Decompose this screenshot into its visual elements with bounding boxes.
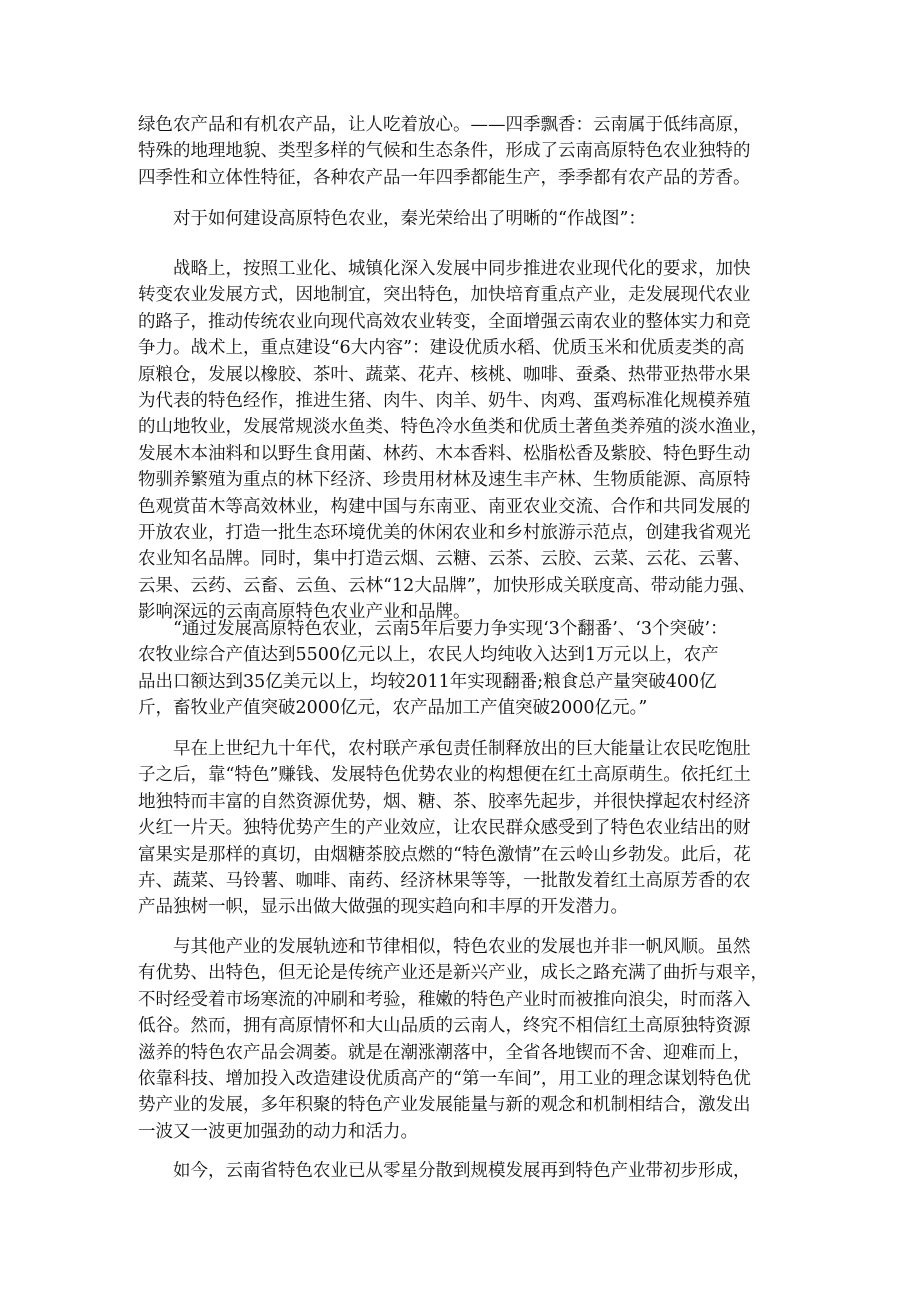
- text-line: 色观赏苗木等高效林业，构建中国与东南亚、南亚农业交流、合作和共同发展的: [138, 496, 751, 517]
- text-line: 开放农业，打造一批生态环境优美的休闲农业和乡村旅游示范点，创建我省观光: [138, 523, 751, 544]
- text-line: 的路子，推动传统农业向现代高效农业转变，全面增强云南农业的整体实力和竞: [138, 311, 751, 332]
- text-line: 低谷。然而，拥有高原情怀和大山品质的云南人，终究不相信红土高原独特资源: [138, 1016, 751, 1037]
- text-line: 战略上，按照工业化、城镇化深入发展中同步推进农业现代化的要求，加快: [138, 259, 751, 279]
- paragraph-3: [138, 256, 788, 626]
- text-line: 的山地牧业，发展常规淡水鱼类、特色冷水鱼类和优质土著鱼类养殖的淡水渔业，: [138, 417, 768, 438]
- paragraph-2: [138, 206, 788, 232]
- text-line: 四季性和立体性特征，各种农产品一年四季都能生产，季季都有农产品的芳香。: [138, 167, 751, 188]
- text-line: 依靠科技、增加投入改造建设优质高产的“第一车间”，用工业的理念谋划特色优: [138, 1069, 751, 1090]
- text-line: “通过发展高原特色农业，云南5年后要力争实现‘3个翻番’、‘3个突破’：: [138, 619, 728, 639]
- paragraph-6: [138, 934, 788, 1145]
- text-line: 一波又一波更加强劲的动力和活力。: [138, 1121, 418, 1142]
- text-line: 产品独树一帜，显示出做大做强的现实趋向和丰厚的开发潜力。: [138, 897, 628, 918]
- text-line: 势产业的发展，多年积聚的特色产业发展能量与新的观念和机制相结合，激发出: [138, 1095, 751, 1116]
- text-line: 原粮仓，发展以橡胶、茶叶、蔬菜、花卉、核桃、咖啡、蚕桑、热带亚热带水果: [138, 364, 751, 385]
- paragraph-4: [138, 616, 788, 722]
- text-line: 火红一片天。独特优势产生的产业效应，让农民群众感受到了特色农业结出的财: [138, 818, 751, 839]
- text-line: 为代表的特色经作，推进生猪、肉牛、肉羊、奶牛、肉鸡、蛋鸡标准化规模养殖: [138, 391, 751, 412]
- text-line: 云果、云药、云畜、云鱼、云林“12大品牌”，加快形成关联度高、带动能力强、: [138, 575, 756, 596]
- paragraph-7: [138, 1158, 788, 1184]
- text-line: 品出口额达到35亿美元以上，均较2011年实现翻番;粮食总产量突破400亿: [138, 671, 717, 692]
- paragraph-5: [138, 736, 788, 921]
- text-line: 争力。战术上，重点建设“6大内容”：建设优质水稻、优质玉米和优质麦类的高: [138, 338, 745, 359]
- text-line: 对于如何建设高原特色农业，秦光荣给出了明晰的“作战图”：: [138, 209, 646, 229]
- text-line: 与其他产业的发展轨迹和节律相似，特色农业的发展也并非一帆风顺。虽然: [138, 937, 751, 957]
- text-line: 不时经受着市场寒流的冲刷和考验，稚嫩的特色产业时而被推向浪尖，时而落入: [138, 989, 751, 1010]
- text-line: 有优势、出特色，但无论是传统产业还是新兴产业，成长之路充满了曲折与艰辛，: [138, 963, 768, 984]
- text-line: 发展木本油料和以野生食用菌、林药、木本香料、松脂松香及紫胶、特色野生动: [138, 443, 751, 464]
- text-line: 物驯养繁殖为重点的林下经济、珍贵用材林及速生丰产林、生物质能源、高原特: [138, 470, 751, 491]
- text-line: 农牧业综合产值达到5500亿元以上，农民人均纯收入达到1万元以上，农产: [138, 645, 719, 666]
- text-line: 卉、蔬菜、马铃薯、咖啡、南药、经济林果等等，一批散发着红土高原芳香的农: [138, 871, 751, 892]
- text-line: 如今，云南省特色农业已从零星分散到规模发展再到特色产业带初步形成，: [138, 1161, 751, 1181]
- text-line: 富果实是那样的真切，由烟糖茶胶点燃的“特色激情”在云岭山乡勃发。此后，花: [138, 844, 751, 865]
- text-line: 农业知名品牌。同时，集中打造云烟、云糖、云茶、云胶、云菜、云花、云薯、: [138, 549, 751, 570]
- text-line: 子之后，靠“特色”赚钱、发展特色优势农业的构想便在红土高原萌生。依托红土: [138, 765, 751, 786]
- text-line: 地独特而丰富的自然资源优势，烟、糖、茶、胶率先起步，并很快撑起农村经济: [138, 791, 751, 812]
- text-line: 早在上世纪九十年代，农村联产承包责任制释放出的巨大能量让农民吃饱肚: [138, 739, 751, 759]
- text-line: 斤，畜牧业产值突破2000亿元，农产品加工产值突破2000亿元。”: [138, 698, 648, 719]
- text-line: 滋养的特色农产品会凋萎。就是在潮涨潮落中，全省各地锲而不舍、迎难而上，: [138, 1042, 751, 1063]
- text-line: 绿色农产品和有机农产品，让人吃着放心。——四季飘香：云南属于低纬高原，: [138, 115, 751, 135]
- text-line: 影响深远的云南高原特色农业产业和品牌。: [138, 602, 471, 623]
- text-line: 转变农业发展方式，因地制宜，突出特色，加快培育重点产业，走发展现代农业: [138, 285, 751, 306]
- text-line: 特殊的地理地貌、类型多样的气候和生态条件，形成了云南高原特色农业独特的: [138, 141, 751, 162]
- paragraph-1: [138, 112, 788, 191]
